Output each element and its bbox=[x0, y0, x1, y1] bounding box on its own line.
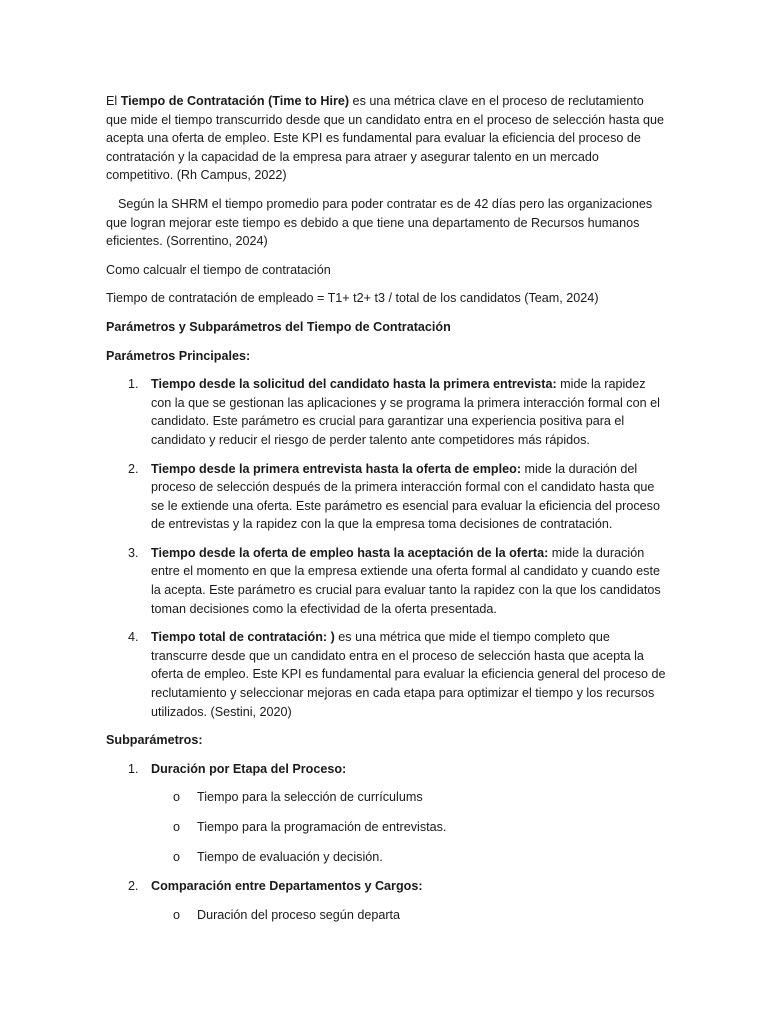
list-item-title: Tiempo desde la primera entrevista hasta la oferta de empleo: bbox=[151, 461, 522, 476]
formula-paragraph: Tiempo de contratación de empleado = T1+ t2+ t3 / total de los candidatos (Team, 2024) bbox=[106, 291, 599, 306]
list-item-title: Tiempo total de contratación: ) bbox=[151, 630, 335, 645]
bullet-circle-icon: o bbox=[173, 849, 181, 864]
intro-p1-pre: El bbox=[106, 94, 121, 108]
bullet-item bbox=[151, 906, 666, 925]
list-item-title: Tiempo desde la oferta de empleo hasta la aceptación de la oferta: bbox=[151, 545, 549, 560]
list-item bbox=[106, 877, 666, 924]
list-item-title: Comparación entre Departamentos y Cargos: bbox=[151, 879, 423, 894]
intro-p1-post: es una métrica clave en el proceso de reclutamiento que mide el tiempo transcurrido desde que un candidato entra en el proceso de selección hasta que acepta una oferta de empleo. Este KPI es fundamental para evaluar la eficiencia del proceso de contratación y la capacidad de la empresa para atraer y asegurar talento en un mercado competitivo. (Rh Campus, 2022) bbox=[106, 94, 664, 183]
intro-p1-bold: Tiempo de Contratación (Time to Hire) bbox=[120, 94, 350, 108]
bullet-text: Duración del proceso según departa bbox=[197, 907, 401, 922]
bullet-text: Tiempo de evaluación y decisión. bbox=[197, 849, 383, 864]
list-item bbox=[106, 375, 666, 449]
list-item-number: 4. bbox=[128, 630, 139, 645]
list-item-number: 1. bbox=[128, 761, 139, 776]
list-item-number: 2. bbox=[128, 879, 139, 894]
bullet-item bbox=[151, 818, 666, 837]
bullet-item bbox=[151, 848, 666, 867]
list-item-title: Duración por Etapa del Proceso: bbox=[151, 761, 347, 776]
list-item-number: 2. bbox=[128, 461, 139, 476]
sub-params-title: Subparámetros: bbox=[106, 733, 203, 748]
bullet-text: Tiempo para la programación de entrevistas. bbox=[197, 820, 447, 834]
document-page bbox=[106, 92, 666, 935]
bullet-circle-icon: o bbox=[173, 907, 181, 922]
bullet-text: Tiempo para la selección de currículums bbox=[197, 790, 423, 805]
list-item-text: es una métrica que mide el tiempo completo que transcurre desde que un candidato entra en el proceso de selección hasta que acepta la oferta de empleo. Este KPI es fundamental para evaluar la eficiencia general del proceso de reclutamiento y seleccionar mejoras en cada etapa para optimizar el tiempo y los recursos utilizados. (Sestini, 2020) bbox=[151, 630, 666, 719]
list-item-number: 3. bbox=[128, 545, 139, 560]
bullet-list bbox=[151, 906, 666, 925]
list-item-title: Tiempo desde la solicitud del candidato hasta la primera entrevista: bbox=[151, 377, 557, 392]
list-item bbox=[106, 760, 666, 866]
intro-paragraph-1 bbox=[106, 92, 666, 185]
sub-params-list bbox=[106, 760, 666, 925]
bullet-list bbox=[151, 788, 666, 866]
section-title: Parámetros y Subparámetros del Tiempo de Contratación bbox=[106, 319, 451, 334]
intro-paragraph-3: Como calcualr el tiempo de contratación bbox=[106, 262, 331, 277]
list-item bbox=[106, 544, 666, 618]
list-item-text: mide la duración entre el momento en que la empresa extiende una oferta formal al candidato y cuando este la acepta. Este parámetro es crucial para evaluar tanto la rapidez con la que los candidatos toman decisiones como la efectividad de la oferta presentada. bbox=[151, 545, 661, 616]
list-item bbox=[106, 460, 666, 534]
bullet-circle-icon: o bbox=[173, 820, 181, 834]
list-item bbox=[106, 628, 666, 721]
bullet-circle-icon: o bbox=[173, 790, 181, 805]
list-item-number: 1. bbox=[128, 377, 139, 392]
principal-params-list bbox=[106, 375, 666, 721]
principal-params-title: Parámetros Principales: bbox=[106, 348, 251, 363]
list-item-text: mide la rapidez con la que se gestionan las aplicaciones y se programa la primera interacción formal con el candidato. Este parámetro es crucial para garantizar una experiencia positiva para el candidato y reducir el riesgo de perder talento ante competidores más rápidos. bbox=[151, 377, 660, 447]
intro-paragraph-2: Según la SHRM el tiempo promedio para poder contratar es de 42 días pero las organizaciones que logran mejorar este tiempo es debido a que tiene una departamento de Recursos humanos eficientes. (Sorrentino, 2024) bbox=[106, 196, 653, 249]
bullet-item bbox=[151, 788, 666, 807]
list-item-text: mide la duración del proceso de selección después de la primera interacción formal con el candidato hasta que se le extiende una oferta. Este parámetro es esencial para evaluar la eficiencia del proceso de entrevistas y la rapidez con la que la empresa toma decisiones de contratación. bbox=[151, 461, 660, 532]
